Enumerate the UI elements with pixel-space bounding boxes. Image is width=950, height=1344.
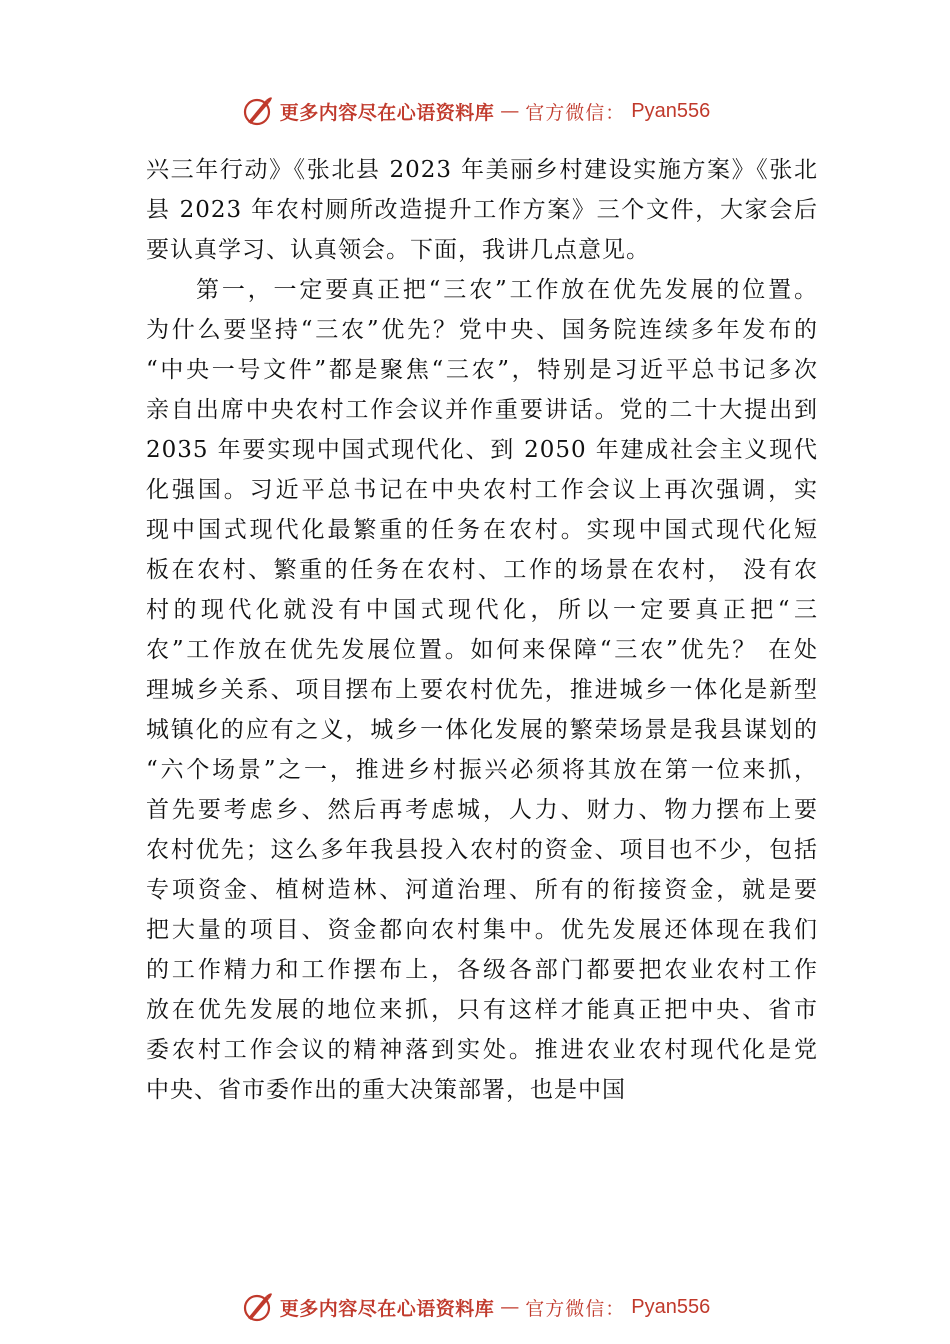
brand-separator: — bbox=[500, 100, 520, 122]
quill-logo-icon bbox=[240, 1290, 274, 1324]
footer-banner bbox=[0, 1290, 950, 1324]
text-line: 放在优先发展的地位来抓，只有这样才能真正把中央、省市 bbox=[146, 997, 818, 1023]
wechat-id: Pyan556 bbox=[631, 1295, 711, 1318]
header-banner bbox=[0, 94, 950, 128]
wechat-label: 官方微信： bbox=[525, 1297, 626, 1320]
text-line: 县 2023 年农村厕所改造提升工作方案》三个文件，大家会后 bbox=[146, 197, 818, 223]
text-line: 把大量的项目、资金都向农村集中。优先发展还体现在我们 bbox=[146, 917, 818, 943]
text-line: 农村优先；这么多年我县投入农村的资金、项目也不少，包括 bbox=[146, 837, 818, 863]
text-line: 城镇化的应有之义，城乡一体化发展的繁荣场景是我县谋划的 bbox=[146, 717, 818, 743]
brand-text: 更多内容尽在心语资料库 bbox=[279, 101, 495, 124]
text-line: 为什么要坚持“三农”优先？党中央、国务院连续多年发布的 bbox=[146, 317, 818, 343]
text-line: 2035 年要实现中国式现代化、到 2050 年建成社会主义现代 bbox=[146, 437, 818, 463]
text-line: 村的现代化就没有中国式现代化，所以一定要真正把“三 bbox=[146, 597, 818, 623]
text-line: 板在农村、繁重的任务在农村、工作的场景在农村， 没有农 bbox=[146, 557, 818, 583]
brand-separator: — bbox=[500, 1296, 520, 1318]
text-line: 的工作精力和工作摆布上，各级各部门都要把农业农村工作 bbox=[146, 957, 818, 983]
text-line: 现中国式现代化最繁重的任务在农村。实现中国式现代化短 bbox=[146, 517, 818, 543]
text-line: 首先要考虑乡、然后再考虑城，人力、财力、物力摆布上要 bbox=[146, 797, 818, 823]
wechat-label: 官方微信： bbox=[525, 101, 626, 124]
quill-logo-icon bbox=[240, 94, 274, 128]
text-line: “中央一号文件”都是聚焦“三农”，特别是习近平总书记多次 bbox=[146, 357, 818, 383]
text-line: 委农村工作会议的精神落到实处。推进农业农村现代化是党 bbox=[146, 1037, 818, 1063]
text-line: 理城乡关系、项目摆布上要农村优先，推进城乡一体化是新型 bbox=[146, 677, 818, 703]
text-line: 农”工作放在优先发展位置。如何来保障“三农”优先？ 在处 bbox=[146, 637, 818, 663]
text-line: “六个场景”之一，推进乡村振兴必须将其放在第一位来抓， bbox=[146, 757, 818, 783]
text-line: 要认真学习、认真领会。下面，我讲几点意见。 bbox=[146, 237, 650, 263]
text-line: 亲自出席中央农村工作会议并作重要讲话。党的二十大提出到 bbox=[146, 397, 818, 423]
text-line: 专项资金、植树造林、河道治理、所有的衔接资金，就是要 bbox=[146, 877, 818, 903]
text-line: 中央、省市委作出的重大决策部署，也是中国 bbox=[146, 1077, 626, 1103]
brand-text: 更多内容尽在心语资料库 bbox=[279, 1297, 495, 1320]
text-line: 化强国。习近平总书记在中央农村工作会议上再次强调，实 bbox=[146, 477, 818, 503]
text-line: 兴三年行动》《张北县 2023 年美丽乡村建设实施方案》《张北 bbox=[146, 157, 818, 183]
document-body bbox=[146, 150, 818, 1110]
text-line: 第一，一定要真正把“三农”工作放在优先发展的位置。 bbox=[196, 277, 818, 303]
wechat-id: Pyan556 bbox=[631, 99, 711, 122]
